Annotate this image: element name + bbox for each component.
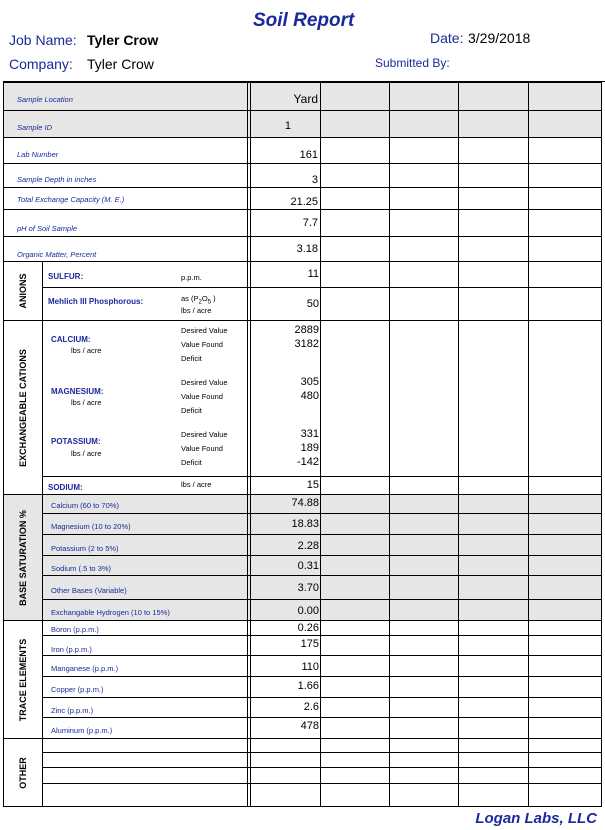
phosphorous-value: 50 — [306, 298, 319, 310]
base-sat-row — [43, 535, 601, 556]
desired-label: Desired Value — [181, 430, 228, 439]
sulfur-unit: p.p.m. — [181, 273, 202, 282]
row-sample-depth — [4, 164, 601, 188]
row-label: Total Exchange Capacity (M. E.) — [17, 195, 125, 204]
row-label: Magnesium (10 to 20%) — [51, 522, 131, 531]
deficit-label: Deficit — [181, 354, 202, 363]
section-base-saturation — [4, 495, 43, 621]
row-ph — [4, 210, 601, 237]
row-value: 1.66 — [297, 680, 319, 692]
base-sat-row — [43, 495, 601, 514]
row-value: 18.83 — [291, 518, 319, 530]
other-row — [43, 739, 601, 753]
sodium-unit: lbs / acre — [181, 480, 212, 489]
date-value: 3/29/2018 — [468, 30, 531, 46]
found-label: Value Found — [181, 340, 223, 349]
row-label: Boron (p.p.m.) — [51, 625, 99, 634]
row-value: 478 — [300, 720, 319, 732]
potassium-unit: lbs / acre — [71, 449, 102, 458]
row-label: Lab Number — [17, 150, 59, 159]
potassium-deficit-value: -142 — [296, 456, 319, 468]
results-table — [3, 82, 602, 807]
section-other — [4, 739, 43, 806]
row-value: 0.00 — [297, 605, 319, 617]
other-row — [43, 784, 601, 806]
section-label: ANIONS — [18, 273, 28, 309]
phosphorous-unit-2: lbs / acre — [181, 306, 212, 315]
row-label: Iron (p.p.m.) — [51, 645, 92, 654]
deficit-label: Deficit — [181, 458, 202, 467]
cation-potassium — [43, 425, 601, 476]
row-value: 21.25 — [290, 196, 318, 208]
cation-magnesium — [43, 373, 601, 425]
row-phosphorous — [43, 288, 601, 321]
phosphorous-unit: as ($P_2O_5$ ) — [181, 294, 216, 306]
column-divider — [389, 83, 390, 806]
calcium-label: CALCIUM: — [51, 335, 91, 344]
row-value: 3.70 — [297, 582, 319, 594]
section-label: TRACE ELEMENTS — [18, 638, 28, 721]
row-value: 110 — [301, 661, 319, 673]
row-label: Sample Depth in inches — [17, 175, 97, 184]
potassium-desired-value: 331 — [300, 428, 319, 440]
lab-name: Logan Labs, LLC — [475, 810, 597, 827]
submitted-by-label: Submitted By: — [375, 56, 450, 70]
column-divider — [250, 83, 251, 806]
row-value: 3 — [311, 174, 318, 186]
magnesium-label: MAGNESIUM: — [51, 387, 104, 396]
section-label: EXCHANGEABLE CATIONS — [18, 348, 28, 467]
column-divider — [320, 83, 321, 806]
row-sulfur — [43, 262, 601, 288]
row-value: 2.28 — [297, 540, 319, 552]
desired-label: Desired Value — [181, 326, 228, 335]
column-divider — [528, 83, 529, 806]
cation-calcium — [43, 321, 601, 373]
magnesium-unit: lbs / acre — [71, 398, 102, 407]
row-value: 175 — [300, 638, 319, 650]
row-label: Aluminum (p.p.m.) — [51, 726, 113, 735]
trace-row — [43, 698, 601, 718]
section-label: OTHER — [18, 756, 28, 789]
sulfur-value: 11 — [307, 268, 319, 280]
found-label: Value Found — [181, 392, 223, 401]
row-sample-location — [4, 83, 601, 111]
row-lab-number — [4, 138, 601, 164]
calcium-unit: lbs / acre — [71, 346, 102, 355]
desired-label: Desired Value — [181, 378, 228, 387]
magnesium-found-value: 480 — [300, 390, 319, 402]
sulfur-label: SULFUR: — [48, 272, 84, 281]
column-divider — [247, 83, 248, 806]
company-label: Company: — [9, 56, 73, 72]
row-value: 161 — [299, 149, 318, 161]
calcium-found-value: 3182 — [294, 338, 319, 350]
sodium-label: SODIUM: — [48, 483, 83, 492]
report-header — [3, 0, 605, 82]
potassium-found-value: 189 — [300, 442, 319, 454]
row-value: 3.18 — [296, 243, 318, 255]
row-label: Copper (p.p.m.) — [51, 685, 104, 694]
row-label: Potassium (2 to 5%) — [51, 544, 119, 553]
row-value: 74.88 — [291, 497, 319, 509]
row-label: Sample ID — [17, 123, 53, 132]
row-label: Organic Matter, Percent — [17, 250, 97, 259]
trace-row — [43, 656, 601, 677]
row-label: Manganese (p.p.m.) — [51, 664, 119, 673]
row-label: Sample Location — [17, 95, 73, 104]
row-sample-id — [4, 111, 601, 138]
row-label: Calcium (60 to 70%) — [51, 501, 119, 510]
base-sat-row — [43, 600, 601, 621]
base-sat-row — [43, 514, 601, 535]
row-value: 2.6 — [303, 701, 319, 713]
row-organic-matter — [4, 237, 601, 262]
base-sat-row — [43, 576, 601, 600]
section-anions — [4, 262, 43, 321]
row-value: 7.7 — [302, 217, 318, 229]
trace-row — [43, 718, 601, 739]
calcium-desired-value: 2889 — [294, 324, 319, 336]
row-tec — [4, 188, 601, 210]
base-sat-row — [43, 556, 601, 576]
trace-row — [43, 677, 601, 698]
trace-row — [43, 636, 601, 656]
job-name-label: Job Name: — [9, 32, 77, 48]
row-value: 1 — [284, 120, 291, 132]
row-value: 0.31 — [297, 560, 319, 572]
report-title: Soil Report — [253, 10, 355, 31]
column-divider — [458, 83, 459, 806]
other-row — [43, 753, 601, 768]
other-row — [43, 768, 601, 784]
magnesium-desired-value: 305 — [300, 376, 319, 388]
trace-row — [43, 621, 601, 636]
phosphorous-label: Mehlich III Phosphorous: — [48, 297, 144, 306]
company-value: Tyler Crow — [87, 56, 154, 72]
row-label: pH of Soil Sample — [17, 224, 78, 233]
section-trace-elements — [4, 621, 43, 739]
row-value: 0.26 — [297, 622, 319, 634]
row-label: Exchangable Hydrogen (10 to 15%) — [51, 608, 170, 617]
row-label: Other Bases (Variable) — [51, 586, 127, 595]
row-value: Yard — [293, 92, 318, 106]
deficit-label: Deficit — [181, 406, 202, 415]
potassium-label: POTASSIUM: — [51, 437, 101, 446]
row-label: Sodium (.5 to 3%) — [51, 564, 112, 573]
found-label: Value Found — [181, 444, 223, 453]
sodium-value: 15 — [306, 479, 319, 491]
date-label: Date: — [430, 30, 464, 46]
job-name-value: Tyler Crow — [87, 32, 159, 48]
row-label: Zinc (p.p.m.) — [51, 706, 94, 715]
section-cations — [4, 321, 43, 495]
section-label: BASE SATURATION % — [18, 509, 28, 606]
cation-sodium — [43, 476, 601, 495]
